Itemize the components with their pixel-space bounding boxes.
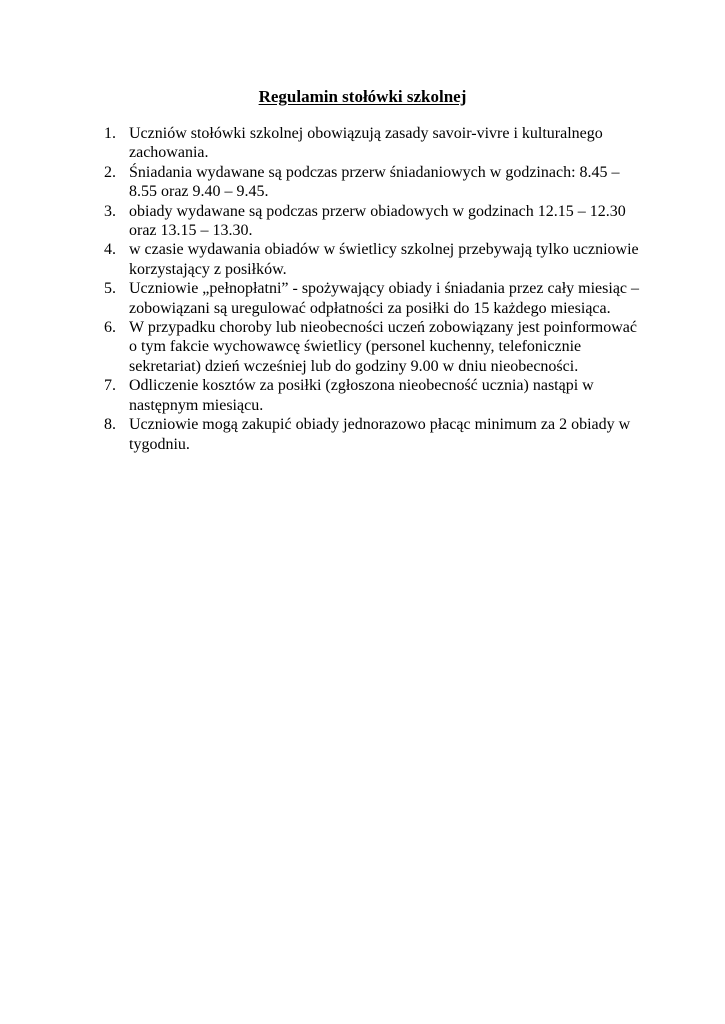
- list-item-number: 3.: [104, 202, 116, 220]
- list-item-text: W przypadku choroby lub nieobecności uczeń zobowiązany jest poinformować o tym fakcie wychowawcę świetlicy (personel kuchenny, telefonicznie sekretariat) dzień wcześniej lub do godziny 9.00 w dniu nieobecności.: [129, 319, 637, 375]
- list-item-text: Uczniowie mogą zakupić obiady jednorazowo płacąc minimum za 2 obiady w tygodniu.: [129, 416, 631, 453]
- list-item-number: 7.: [104, 377, 116, 395]
- list-item-text: obiady wydawane są podczas przerw obiadowych w godzinach 12.15 – 12.30 oraz 13.15 – 13.30.: [129, 202, 626, 240]
- list-item: [104, 376, 644, 415]
- list-item: [104, 318, 644, 376]
- list-item: [104, 124, 644, 163]
- list-item: [104, 279, 644, 318]
- rules-list: [104, 124, 644, 454]
- list-item: [104, 415, 644, 454]
- document-title: Regulamin stołówki szkolnej: [258, 87, 467, 106]
- list-item-text: Śniadania wydawane są podczas przerw śniadaniowych w godzinach: 8.45 – 8.55 oraz 9.40 – 9.45.: [129, 163, 620, 201]
- list-item-number: 2.: [104, 163, 116, 181]
- list-item: [104, 202, 644, 241]
- list-item-number: 5.: [104, 280, 116, 298]
- list-item-text: w czasie wydawania obiadów w świetlicy szkolnej przebywają tylko uczniowie korzystający z posiłków.: [129, 241, 639, 278]
- list-item-text: Odliczenie kosztów za posiłki (zgłoszona nieobecność ucznia) nastąpi w następnym miesiącu.: [129, 377, 594, 414]
- list-item-number: 6.: [104, 319, 116, 337]
- list-item-text: Uczniowie „pełnopłatni” - spożywający obiady i śniadania przez cały miesiąc – zobowiązani są uregulować odpłatności za posiłki do 15 każdego miesiąca.: [129, 280, 640, 317]
- list-item-number: 4.: [104, 241, 116, 259]
- list-item: [104, 240, 644, 279]
- list-item-text: Uczniów stołówki szkolnej obowiązują zasady savoir-vivre i kulturalnego zachowania.: [129, 125, 603, 162]
- list-item-number: 8.: [104, 416, 116, 434]
- list-item: [104, 163, 644, 202]
- list-item-number: 1.: [104, 125, 116, 142]
